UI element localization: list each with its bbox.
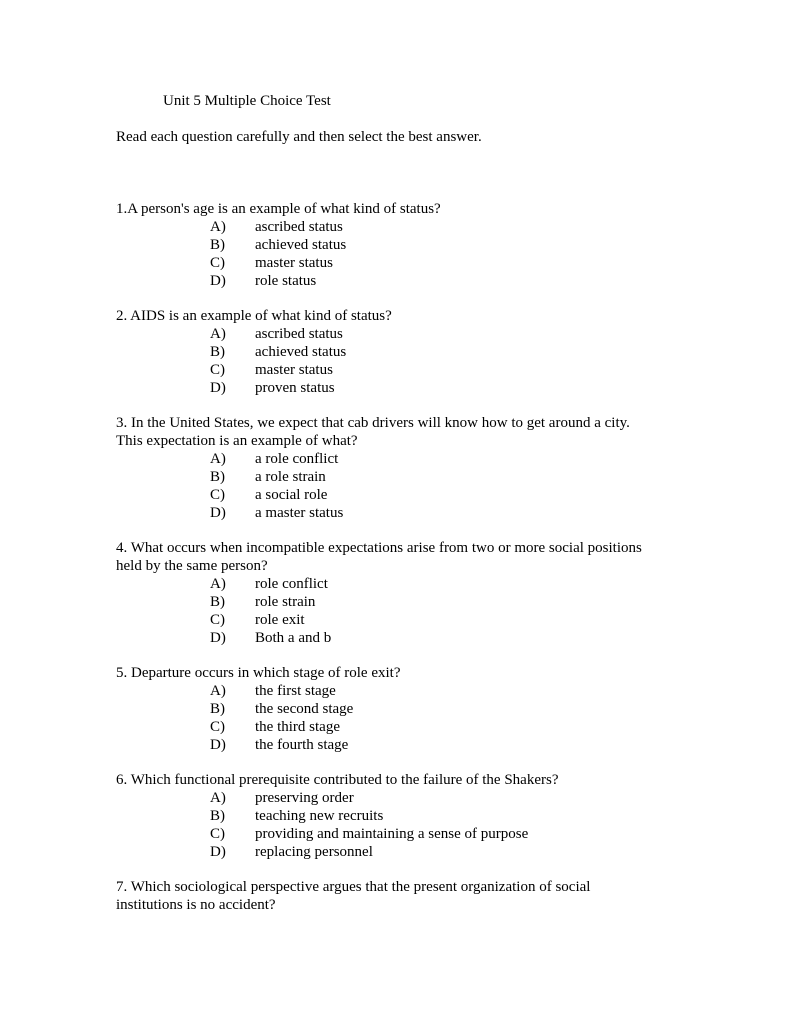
question-4-text-line-2: held by the same person? [116, 558, 268, 574]
question-1-option-a-letter: A) [210, 219, 226, 235]
question-3-option-b-letter: B) [210, 469, 225, 485]
question-6-option-c: providing and maintaining a sense of purpose [255, 826, 529, 842]
test-title: Unit 5 Multiple Choice Test [163, 93, 331, 109]
question-1-option-a: ascribed status [255, 219, 343, 235]
question-2-option-b-letter: B) [210, 344, 225, 360]
question-1-option-c: master status [255, 255, 333, 271]
question-2-option-c-letter: C) [210, 362, 225, 378]
question-6-option-b: teaching new recruits [255, 808, 384, 824]
question-6-option-a-letter: A) [210, 790, 226, 806]
question-3-option-d-letter: D) [210, 505, 226, 521]
question-3-option-c-letter: C) [210, 487, 225, 503]
question-1-option-d-letter: D) [210, 273, 226, 289]
question-2-option-b: achieved status [255, 344, 347, 360]
question-2-option-a-letter: A) [210, 326, 226, 342]
question-6-option-b-letter: B) [210, 808, 225, 824]
question-3-option-a: a role conflict [255, 451, 339, 467]
question-3-option-a-letter: A) [210, 451, 226, 467]
question-5-option-d-letter: D) [210, 737, 226, 753]
question-3-option-d: a master status [255, 505, 344, 521]
question-5-option-a: the first stage [255, 683, 336, 699]
question-1-option-b-letter: B) [210, 237, 225, 253]
question-3-option-b: a role strain [255, 469, 326, 485]
question-5-option-d: the fourth stage [255, 737, 349, 753]
question-2-option-a: ascribed status [255, 326, 343, 342]
question-6-option-c-letter: C) [210, 826, 225, 842]
question-2-option-d: proven status [255, 380, 335, 396]
question-5-option-b-letter: B) [210, 701, 225, 717]
question-7-text-line-2: institutions is no accident? [116, 897, 276, 913]
question-5-text: 5. Departure occurs in which stage of role exit? [116, 665, 401, 681]
question-3-option-c: a social role [255, 487, 328, 503]
question-4-option-d-letter: D) [210, 630, 226, 646]
question-2-option-d-letter: D) [210, 380, 226, 396]
question-5-option-a-letter: A) [210, 683, 226, 699]
question-1-text: 1.A person's age is an example of what kind of status? [116, 201, 441, 217]
question-6-option-d: replacing personnel [255, 844, 373, 860]
question-4-option-b: role strain [255, 594, 316, 610]
question-4-text-line-1: 4. What occurs when incompatible expectations arise from two or more social positions [116, 540, 642, 556]
question-6-text: 6. Which functional prerequisite contributed to the failure of the Shakers? [116, 772, 559, 788]
question-5-option-b: the second stage [255, 701, 354, 717]
question-3-text-line-2: This expectation is an example of what? [116, 433, 358, 449]
question-7-text-line-1: 7. Which sociological perspective argues that the present organization of social [116, 879, 591, 895]
question-4-option-c: role exit [255, 612, 305, 628]
question-1-option-b: achieved status [255, 237, 347, 253]
question-1-option-c-letter: C) [210, 255, 225, 271]
question-5-option-c-letter: C) [210, 719, 225, 735]
question-4-option-a: role conflict [255, 576, 328, 592]
question-3-text-line-1: 3. In the United States, we expect that cab drivers will know how to get around a city. [116, 415, 630, 431]
question-5-option-c: the third stage [255, 719, 340, 735]
question-2-text: 2. AIDS is an example of what kind of status? [116, 308, 392, 324]
question-1-option-d: role status [255, 273, 317, 289]
question-4-option-d: Both a and b [255, 630, 332, 646]
question-6-option-a: preserving order [255, 790, 354, 806]
question-4-option-a-letter: A) [210, 576, 226, 592]
question-2-option-c: master status [255, 362, 333, 378]
instructions: Read each question carefully and then select the best answer. [116, 129, 482, 145]
question-4-option-c-letter: C) [210, 612, 225, 628]
question-4-option-b-letter: B) [210, 594, 225, 610]
question-6-option-d-letter: D) [210, 844, 226, 860]
